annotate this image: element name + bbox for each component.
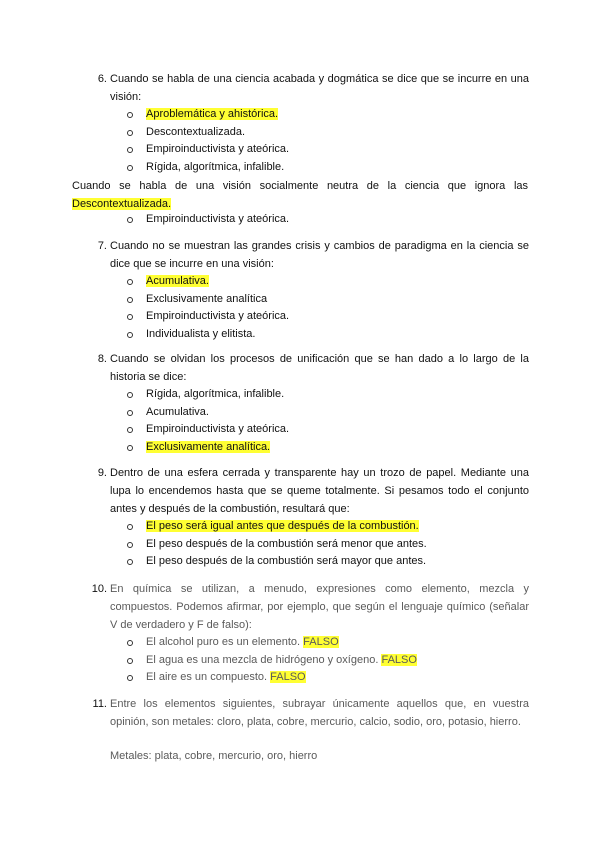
option-item [127,273,529,291]
highlighted-answer: Descontextualizada. [72,198,172,210]
option-item [127,308,529,326]
option-text: Acumulativa. [146,405,209,418]
option-item [127,634,529,652]
question-number: 10. [91,583,107,595]
options-list [127,273,529,343]
options-list [127,634,529,687]
option-item [127,211,529,229]
answer-text: Metales: plata, cobre, mercurio, oro, hierro [110,750,318,762]
option-item [127,536,529,554]
option-item [127,669,529,687]
option-text: Empiroinductivista y ateórica. [146,143,290,156]
option-item [127,518,529,536]
option-text: Exclusivamente analítica [146,292,268,305]
option-item [127,439,529,457]
option-text: El agua es una mezcla de hidrógeno y oxígeno. [146,653,379,666]
question-number: 9. [97,467,107,479]
question-number: 11. [92,698,107,710]
question-10 [89,580,529,687]
highlighted-answer: El peso será igual antes que después de la combustión. [146,520,419,532]
answer-badge: FALSO [270,671,306,684]
option-item [127,124,529,142]
question-6 [89,70,529,176]
question-text: En química se utilizan, a menudo, expresiones como elemento, mezcla y compuestos. Podemos afirmar, por ejemplo, que según el lenguaje químico (señalar V de verdadero y F de falso): [110,583,529,631]
question-7 [89,237,529,343]
question-text: Cuando se habla de una ciencia acabada y dogmática se dice que se incurre en una visión: [110,73,529,103]
option-text: Empiroinductivista y ateórica. [146,423,290,436]
option-item [127,553,529,571]
note-paragraph [72,177,528,213]
question-8 [89,350,529,456]
question-text: Cuando se olvidan los procesos de unificación que se han dado a lo largo de la historia se dice: [110,353,529,383]
option-text: Rígida, algorítmica, infalible. [146,388,285,400]
question-text: Dentro de una esfera cerrada y transparente hay un trozo de papel. Mediante una lupa lo encendemos hasta que se queme totalmente. Si pesamos todo el conjunto antes y después de la combustión, resultará que: [110,467,529,515]
note-option [89,211,529,229]
options-list [127,518,529,571]
question-number: 6. [97,73,107,85]
option-item [127,326,529,344]
option-text: Empiroinductivista y ateórica. [146,213,290,225]
option-item [127,291,529,309]
answer-badge: FALSO [381,653,417,666]
highlighted-answer: Aproblemática y ahistórica. [146,108,279,120]
question-text: Entre los elementos siguientes, subrayar únicamente aquellos que, en vuestra opinión, son metales: cloro, plata, cobre, mercurio, calcio, sodio, oro, potasio, hierro. [110,698,529,728]
question-11 [89,695,529,765]
option-text: El aire es un compuesto. [146,671,268,684]
option-item [127,421,529,439]
option-item [127,404,529,422]
option-text: El peso después de la combustión será mayor que antes. [146,555,427,568]
question-number: 8. [97,353,107,365]
question-9 [89,464,529,571]
options-list [127,211,529,229]
option-item [127,159,529,177]
options-list [127,386,529,456]
note-text: Cuando se habla de una visión socialmente neutra de la ciencia que ignora las [72,180,528,192]
option-text: Rígida, algorítmica, infalible. [146,160,285,173]
highlighted-answer: Acumulativa. [146,275,209,287]
answer-badge: FALSO [303,636,339,648]
option-item [127,141,529,159]
option-text: Empiroinductivista y ateórica. [146,310,290,323]
option-text: El alcohol puro es un elemento. [146,636,301,648]
option-item [127,652,529,670]
options-list [127,106,529,176]
question-number: 7. [97,240,107,252]
option-text: Individualista y elitista. [146,327,256,340]
option-item [127,106,529,124]
question-text: Cuando no se muestran las grandes crisis y cambios de paradigma en la ciencia se dice que se incurre en una visión: [110,240,529,270]
highlighted-answer: Exclusivamente analítica. [146,440,271,453]
option-text: El peso después de la combustión será menor que antes. [146,537,427,550]
option-item [127,386,529,404]
option-text: Descontextualizada. [146,125,246,138]
